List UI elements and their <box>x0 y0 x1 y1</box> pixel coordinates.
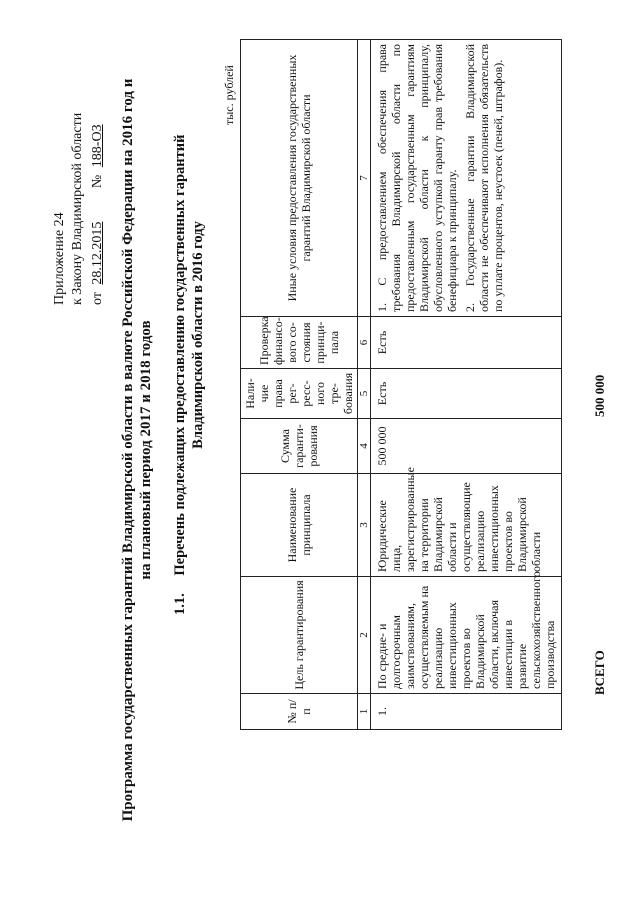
total-amount: 500 000 <box>592 374 607 417</box>
guarantees-table <box>240 39 562 730</box>
col-header-purpose: Цель гарантирования <box>241 577 358 694</box>
from-prefix: от <box>90 292 105 305</box>
col-header-conditions: Иные условия предоставления государственных гарантий Владимирской области <box>241 40 358 317</box>
section-title-line1 <box>172 95 189 615</box>
program-title-line2: на плановый период 2017 и 2018 годов <box>138 320 154 580</box>
section-title: Перечень подлежащих предоставлению государственных гарантий <box>172 134 188 576</box>
row-purpose: По средне- и долгосрочным заимствованиям, осуществляемым на реализацию инвестиционных проектов во Владимирской области, включая инвестиции в развитие сельскохозяйственного производства <box>371 577 562 694</box>
row-amount: 500 000 <box>371 419 562 474</box>
units-label: тыс. рублей <box>222 65 236 125</box>
law-number: 188-ОЗ <box>90 124 105 168</box>
law-date-line <box>90 124 106 305</box>
col-header-principal: Наименование принципала <box>241 474 358 577</box>
col-number: 1 <box>358 694 371 730</box>
row-check: Есть <box>371 317 562 369</box>
column-number-row <box>358 40 371 730</box>
condition-item: 1. С предоставлением обеспечения права требования Владимирской области по предоставленным государственным гарантиям Владимирской области к принципалу, обусловленного уступкой гаранту прав требования бенефициара к принципалу. <box>375 44 459 312</box>
col-number: 6 <box>358 317 371 369</box>
col-number: 7 <box>358 40 371 317</box>
row-regress: Есть <box>371 369 562 419</box>
col-number: 3 <box>358 474 371 577</box>
col-header-check: Проверка финансо-вого со-стояния принци-пала <box>241 317 358 369</box>
row-number: 1. <box>371 694 562 730</box>
section-title-line2: Владимирской области в 2016 году <box>190 221 206 449</box>
header-row <box>241 40 358 730</box>
program-title-line1: Программа государственных гарантий Владимирской области в валюте Российской Федерации на 2016 год и <box>120 78 136 822</box>
appendix-label: Приложение 24 <box>52 212 67 305</box>
col-header-regress: Нали-чие права рег-ресс-ного тре-бования <box>241 369 358 419</box>
col-number: 2 <box>358 577 371 694</box>
col-header-amount: Сумма гаранти-рования <box>241 419 358 474</box>
col-header-number: № п/п <box>241 694 358 730</box>
number-prefix: № <box>90 174 105 189</box>
section-number: 1.1. <box>172 593 188 615</box>
law-date: 28.12.2015 <box>90 221 105 285</box>
row-conditions <box>371 40 562 317</box>
col-number: 5 <box>358 369 371 419</box>
table-row <box>371 40 562 730</box>
condition-item: 2. Государственные гарантии Владимирской области не обеспечивают исполнения обязательств по уплате процентов, неустоек (пеней, штрафов). <box>463 44 505 312</box>
total-label: ВСЕГО <box>592 650 607 695</box>
row-principal: Юридические лица, зарегистрированные на территории Владимирской области и осуществляющие реализацию инвестиционных проектов во Владимирской области <box>371 474 562 577</box>
law-reference: к Закону Владимирской области <box>70 112 85 305</box>
col-number: 4 <box>358 419 371 474</box>
